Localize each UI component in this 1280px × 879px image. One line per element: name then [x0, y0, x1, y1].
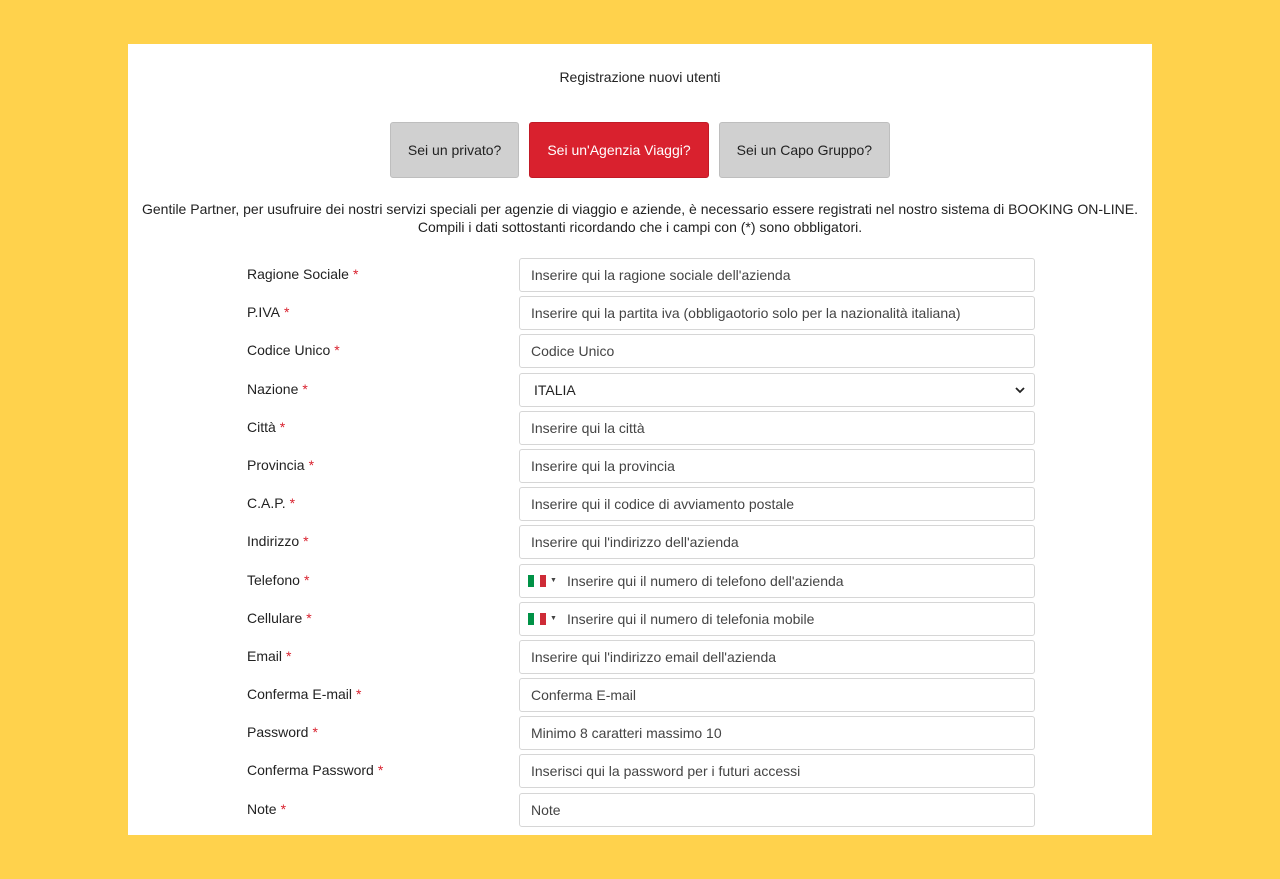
form-row-codice-unico [247, 333, 1035, 371]
required-mark: * [283, 304, 290, 321]
chevron-down-icon [1014, 384, 1026, 396]
tab-capo-gruppo[interactable]: Sei un Capo Gruppo? [719, 122, 890, 178]
form-row-conferma-password [247, 753, 1035, 791]
form-row-cellulare [247, 601, 1035, 639]
required-mark: * [303, 533, 309, 550]
note-label: Note [247, 800, 277, 817]
ragione-sociale-placeholder: Inserire qui la ragione sociale dell'azienda [531, 267, 791, 283]
conferma-password-input[interactable] [519, 754, 1035, 788]
intro-text: Gentile Partner, per usufruire dei nostri servizi speciali per agenzie di viaggio e aziende, è necessario essere registrati nel nostro sistema di BOOKING ON-LINE. Compili i dati sottostanti ricordando che i campi con (*) sono obbligatori. [141, 201, 1139, 235]
cellulare-placeholder: Inserire qui il numero di telefonia mobile [566, 610, 815, 627]
email-input[interactable] [519, 640, 1035, 674]
citta-input[interactable] [519, 411, 1035, 445]
caret-down-icon: ▼ [550, 615, 557, 623]
cap-input[interactable] [519, 487, 1035, 521]
form-row-password [247, 715, 1035, 753]
italy-flag-icon [528, 613, 546, 625]
telefono-label: Telefono [247, 571, 300, 588]
note-placeholder: Note [531, 801, 561, 818]
nazione-label: Nazione [247, 380, 299, 397]
ragione-sociale-input[interactable] [519, 258, 1035, 292]
required-mark: * [280, 800, 287, 817]
registration-form [247, 257, 1035, 830]
indirizzo-input[interactable] [519, 525, 1035, 559]
password-label: Password [247, 724, 309, 741]
required-mark: * [312, 724, 318, 741]
note-input[interactable] [519, 793, 1035, 827]
required-mark: * [302, 380, 308, 397]
required-mark: * [286, 647, 292, 664]
form-row-provincia [247, 448, 1035, 486]
form-row-note [247, 792, 1035, 830]
conferma-email-input[interactable] [519, 678, 1035, 712]
codice-unico-input[interactable] [519, 334, 1035, 368]
form-row-nazione [247, 372, 1035, 410]
required-mark: * [306, 609, 312, 626]
provincia-input[interactable] [519, 449, 1035, 483]
conferma-email-placeholder: Conferma E-mail [531, 687, 637, 704]
form-row-telefono [247, 563, 1035, 601]
ragione-sociale-label: Ragione Sociale [247, 266, 349, 282]
codice-unico-placeholder: Codice Unico [531, 343, 615, 360]
conferma-password-placeholder: Inserisci qui la password per i futuri accessi [531, 763, 801, 780]
codice-unico-label: Codice Unico [247, 342, 331, 359]
piva-placeholder: Inserire qui la partita iva (obbligaotorio solo per la nazionalità italiana) [531, 305, 961, 322]
cap-placeholder: Inserire qui il codice di avviamento postale [531, 496, 795, 513]
citta-label: Città [247, 418, 276, 435]
indirizzo-label: Indirizzo [247, 533, 300, 550]
page-title: Registrazione nuovi utenti [559, 69, 721, 85]
telefono-input[interactable] [519, 564, 1035, 598]
cellulare-input[interactable] [519, 602, 1035, 636]
required-mark: * [334, 342, 340, 359]
country-code-selector[interactable] [528, 575, 557, 587]
nazione-value: ITALIA [534, 381, 576, 398]
caret-down-icon: ▼ [550, 577, 557, 584]
country-code-selector[interactable] [528, 613, 557, 625]
required-mark: * [352, 266, 359, 282]
conferma-email-label: Conferma E-mail [247, 686, 353, 703]
required-mark: * [279, 418, 286, 435]
required-mark: * [377, 762, 384, 779]
required-mark: * [308, 456, 315, 473]
email-label: Email [247, 647, 283, 664]
tab-agenzia-viaggi[interactable]: Sei un'Agenzia Viaggi? [529, 122, 708, 178]
required-mark: * [303, 571, 310, 588]
user-type-tabs [128, 122, 1152, 178]
nazione-select[interactable] [519, 373, 1035, 407]
italy-flag-icon [528, 575, 546, 587]
citta-placeholder: Inserire qui la città [531, 419, 645, 436]
password-input[interactable] [519, 716, 1035, 750]
conferma-password-label: Conferma Password [247, 762, 374, 779]
password-placeholder: Minimo 8 caratteri massimo 10 [531, 725, 722, 742]
cap-label: C.A.P. [247, 495, 286, 512]
provincia-placeholder: Inserire qui la provincia [531, 457, 675, 474]
required-mark: * [356, 686, 362, 703]
piva-label: P.IVA [247, 304, 280, 321]
tab-privato[interactable]: Sei un privato? [390, 122, 519, 178]
form-row-cap [247, 486, 1035, 524]
form-row-ragione-sociale [247, 257, 1035, 295]
indirizzo-placeholder: Inserire qui l'indirizzo dell'azienda [531, 534, 739, 551]
form-row-email [247, 639, 1035, 677]
email-placeholder: Inserire qui l'indirizzo email dell'azienda [531, 648, 777, 665]
telefono-placeholder: Inserire qui il numero di telefono dell'azienda [566, 572, 844, 589]
required-mark: * [289, 495, 296, 512]
form-row-conferma-email [247, 677, 1035, 715]
provincia-label: Provincia [247, 456, 305, 473]
registration-panel [128, 44, 1152, 835]
form-row-citta [247, 410, 1035, 448]
cellulare-label: Cellulare [247, 609, 303, 626]
piva-input[interactable] [519, 296, 1035, 330]
form-row-piva [247, 295, 1035, 333]
form-row-indirizzo [247, 524, 1035, 562]
